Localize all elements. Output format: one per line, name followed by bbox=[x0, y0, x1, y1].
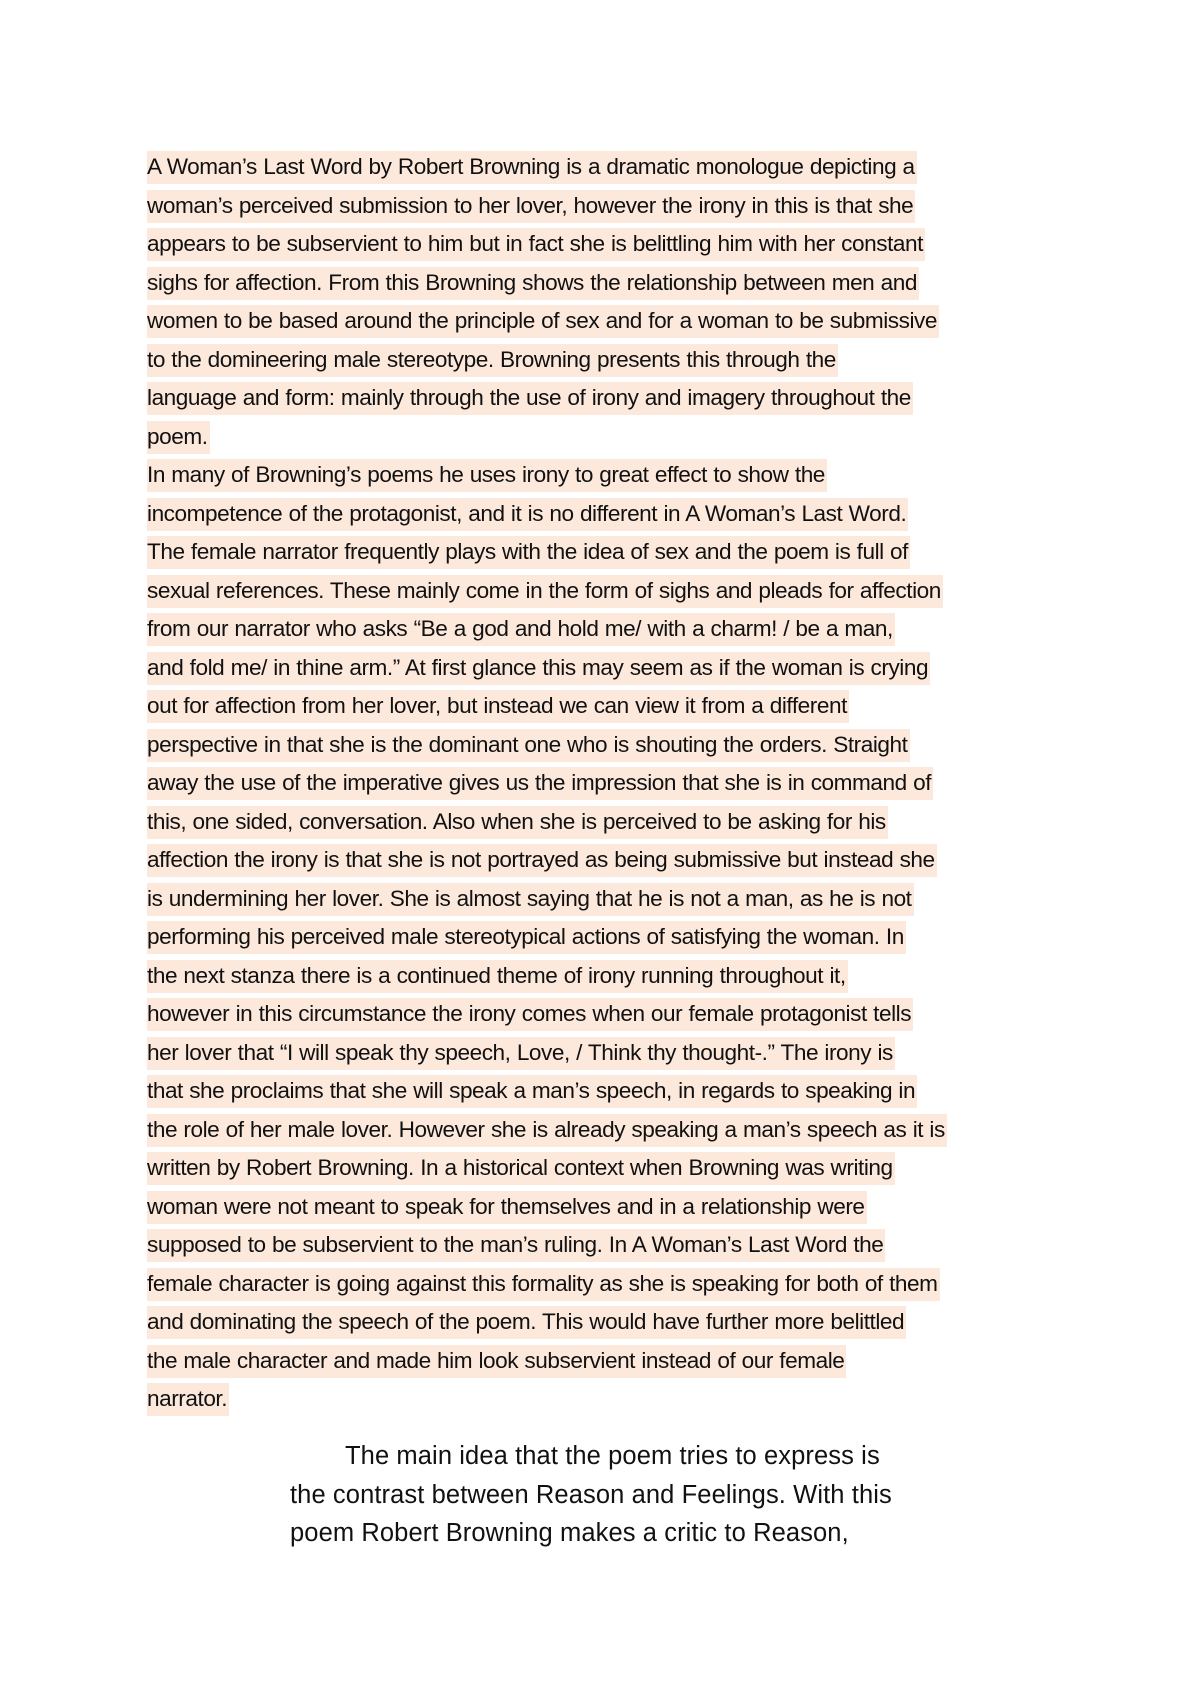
text-line: the next stanza there is a continued theme of irony running throughout it, bbox=[147, 957, 1077, 996]
text-line: language and form: mainly through the use of irony and imagery throughout the bbox=[147, 379, 1077, 418]
text-line: poem Robert Browning makes a critic to Reason, bbox=[290, 1519, 849, 1548]
text-line: however in this circumstance the irony comes when our female protagonist tells bbox=[147, 995, 1077, 1034]
text-line: away the use of the imperative gives us the impression that she is in command of bbox=[147, 764, 1077, 803]
text-line: women to be based around the principle of sex and for a woman to be submissive bbox=[147, 302, 1077, 341]
text-line: performing his perceived male stereotypical actions of satisfying the woman. In bbox=[147, 918, 1077, 957]
text-line: written by Robert Browning. In a historical context when Browning was writing bbox=[147, 1149, 1077, 1188]
text-line: perspective in that she is the dominant one who is shouting the orders. Straight bbox=[147, 726, 1077, 765]
text-line: that she proclaims that she will speak a man’s speech, in regards to speaking in bbox=[147, 1072, 1077, 1111]
text-line: from our narrator who asks “Be a god and hold me/ with a charm! / be a man, bbox=[147, 610, 1077, 649]
text-line: the contrast between Reason and Feelings. With this bbox=[290, 1480, 892, 1509]
text-line: the role of her male lover. However she is already speaking a man’s speech as it is bbox=[147, 1111, 1077, 1150]
text-line: out for affection from her lover, but instead we can view it from a different bbox=[147, 687, 1077, 726]
text-line: woman’s perceived submission to her lover, however the irony in this is that she bbox=[147, 187, 1077, 226]
text-line: sighs for affection. From this Browning shows the relationship between men and bbox=[147, 264, 1077, 303]
text-line: sexual references. These mainly come in the form of sighs and pleads for affection bbox=[147, 572, 1077, 611]
text-line: affection the irony is that she is not portrayed as being submissive but instead she bbox=[147, 841, 1077, 880]
unhighlighted-paragraph bbox=[290, 1437, 970, 1553]
text-line: incompetence of the protagonist, and it is no different in A Woman’s Last Word. bbox=[147, 495, 1077, 534]
text-line: appears to be subservient to him but in fact she is belittling him with her constant bbox=[147, 225, 1077, 264]
text-line: The female narrator frequently plays with the idea of sex and the poem is full of bbox=[147, 533, 1077, 572]
text-line: The main idea that the poem tries to express is bbox=[345, 1442, 880, 1470]
text-line: and fold me/ in thine arm.” At first glance this may seem as if the woman is crying bbox=[147, 649, 1077, 688]
text-line: the male character and made him look subservient instead of our female bbox=[147, 1342, 1077, 1381]
text-line: In many of Browning’s poems he uses irony to great effect to show the bbox=[147, 456, 1077, 495]
text-line: narrator. bbox=[147, 1380, 1077, 1419]
text-line: her lover that “I will speak thy speech, Love, / Think thy thought-.” The irony is bbox=[147, 1034, 1077, 1073]
text-line: this, one sided, conversation. Also when she is perceived to be asking for his bbox=[147, 803, 1077, 842]
text-line: to the domineering male stereotype. Browning presents this through the bbox=[147, 341, 1077, 380]
text-line: female character is going against this formality as she is speaking for both of them bbox=[147, 1265, 1077, 1304]
text-line: and dominating the speech of the poem. This would have further more belittled bbox=[147, 1303, 1077, 1342]
text-line: supposed to be subservient to the man’s ruling. In A Woman’s Last Word the bbox=[147, 1226, 1077, 1265]
text-line: woman were not meant to speak for themselves and in a relationship were bbox=[147, 1188, 1077, 1227]
text-line: is undermining her lover. She is almost saying that he is not a man, as he is not bbox=[147, 880, 1077, 919]
highlighted-essay-text bbox=[147, 148, 1077, 1419]
text-line: A Woman’s Last Word by Robert Browning is a dramatic monologue depicting a bbox=[147, 148, 1077, 187]
text-line: poem. bbox=[147, 418, 1077, 457]
